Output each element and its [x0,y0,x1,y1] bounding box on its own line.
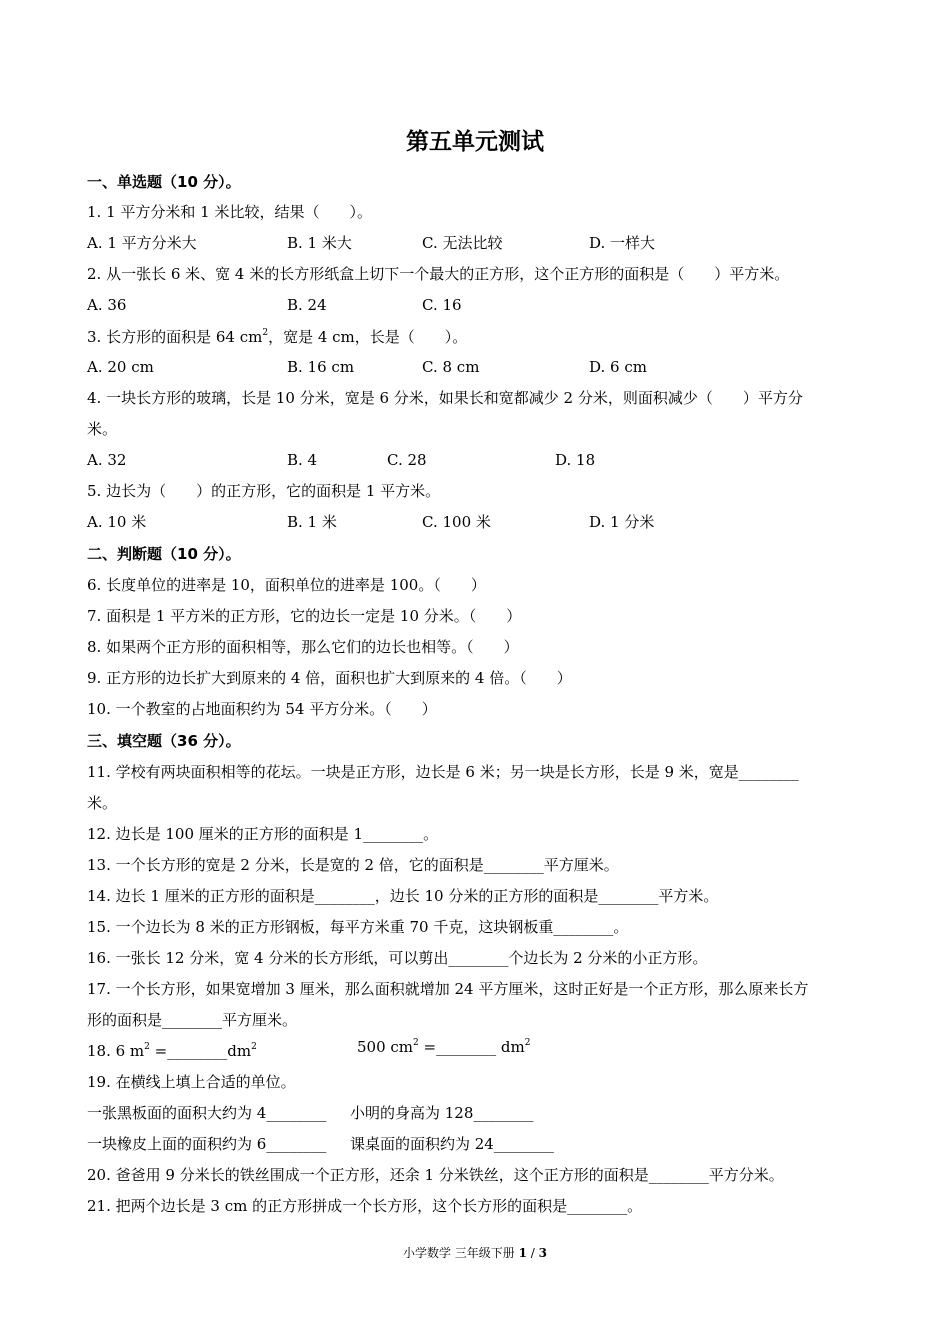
question-3-options [87,357,887,377]
option-b: B. 24 [287,296,327,314]
question-17-line-2: 形的面积是________平方厘米。 [87,1011,298,1029]
option-a: A. 1 平方分米大 [87,234,197,252]
question-21: 21. 把两个边长是 3 cm 的正方形拼成一个长方形，这个长方形的面积是________。 [87,1197,643,1215]
option-c: C. 8 cm [422,358,480,376]
option-a: A. 36 [87,296,127,314]
q18a-blank: =________dm [149,1042,252,1060]
question-6: 6. 长度单位的进率是 10，面积单位的进率是 100。（ ） [87,576,486,594]
option-d: D. 6 cm [589,358,647,376]
footer-page-number: 1 [518,1246,527,1260]
question-18-part-a [87,1041,257,1061]
option-c: C. 无法比较 [422,234,503,252]
option-b: B. 4 [287,451,318,469]
option-d: D. 一样大 [589,234,656,252]
page-footer [0,1245,950,1261]
question-17-line-1: 17. 一个长方形，如果宽增加 3 厘米，那么面积就增加 24 平方厘米，这时正好是一个正方形，那么原来长方 [87,980,809,998]
question-19-row-2 [87,1134,787,1154]
q18a-text: 18. 6 m [87,1042,145,1060]
question-1-options [87,233,887,253]
question-1: 1. 1 平方分米和 1 米比较，结果（ ）。 [87,203,372,221]
superscript: 2 [524,1038,531,1048]
option-c: C. 100 米 [422,513,491,531]
q19-eraser: 一块橡皮上面的面积约为 6________ [87,1135,327,1153]
question-19-row-1 [87,1103,787,1123]
page-title: 第五单元测试 [406,129,544,155]
option-d: D. 18 [555,451,596,469]
question-11-line-2: 米。 [87,794,118,812]
q18b-text: 500 cm [357,1038,414,1056]
question-8: 8. 如果两个正方形的面积相等，那么它们的边长也相等。（ ） [87,638,519,656]
q19-desk: 课桌面的面积约为 24________ [350,1135,554,1153]
question-5: 5. 边长为（ ）的正方形，它的面积是 1 平方米。 [87,482,441,500]
question-3-text: 3. 长方形的面积是 64 cm [87,328,263,346]
question-15: 15. 一个边长为 8 米的正方形钢板，每平方米重 70 千克，这块钢板重________。 [87,918,629,936]
question-13: 13. 一个长方形的宽是 2 分米，长是宽的 2 倍，它的面积是________平方厘米。 [87,856,619,874]
question-4-options [87,450,887,470]
question-2-options [87,295,887,315]
question-4-line-1: 4. 一块长方形的玻璃，长是 10 分米，宽是 6 分米，如果长和宽都减少 2 分米，则面积减少（ ）平方分 [87,389,803,407]
q19-height: 小明的身高为 128________ [350,1104,534,1122]
option-a: A. 20 cm [87,358,154,376]
section-heading-single-choice: 一、单选题（10 分）。 [87,173,241,191]
question-18 [87,1038,787,1061]
question-4-line-2: 米。 [87,420,118,438]
superscript: 2 [262,328,269,338]
footer-separator: / [526,1246,539,1260]
question-9: 9. 正方形的边长扩大到原来的 4 倍，面积也扩大到原来的 4 倍。（ ） [87,669,572,687]
question-19: 19. 在横线上填上合适的单位。 [87,1073,296,1091]
footer-page-total: 3 [538,1246,548,1260]
question-3 [87,327,467,347]
option-a: A. 32 [87,451,127,469]
superscript: 2 [413,1038,419,1048]
footer-subject: 小学数学 三年级下册 [402,1246,519,1260]
option-b: B. 1 米 [287,513,337,531]
option-c: C. 16 [422,296,462,314]
question-3-text-rest: ，宽是 4 cm，长是（ ）。 [268,328,468,346]
superscript: 2 [144,1042,150,1052]
question-14: 14. 边长 1 厘米的正方形的面积是________，边长 10 分米的正方形的面积是________平方米。 [87,887,719,905]
question-5-options [87,512,887,532]
section-heading-fill-in: 三、填空题（36 分）。 [87,732,241,750]
option-a: A. 10 米 [87,513,147,531]
question-16: 16. 一张长 12 分米，宽 4 分米的长方形纸，可以剪出________个边长为 2 分米的小正方形。 [87,949,708,967]
superscript: 2 [251,1042,257,1052]
option-d: D. 1 分米 [589,513,655,531]
question-12: 12. 边长是 100 厘米的正方形的面积是 1________。 [87,825,439,843]
q19-blackboard: 一张黑板面的面积大约为 4________ [87,1104,327,1122]
question-18-part-b [357,1037,530,1057]
question-10: 10. 一个教室的占地面积约为 54 平方分米。（ ） [87,700,437,718]
option-b: B. 1 米大 [287,234,352,252]
question-11-line-1: 11. 学校有两块面积相等的花坛。一块是正方形，边长是 6 米；另一块是长方形，长是 9 米，宽是________ [87,763,799,781]
question-7: 7. 面积是 1 平方米的正方形，它的边长一定是 10 分米。（ ） [87,607,522,625]
question-2: 2. 从一张长 6 米、宽 4 米的长方形纸盒上切下一个最大的正方形，这个正方形的面积是（ ）平方米。 [87,265,790,283]
option-c: C. 28 [387,451,427,469]
section-heading-true-false: 二、判断题（10 分）。 [87,545,241,563]
q18b-blank: =________ dm [418,1038,525,1056]
question-20: 20. 爸爸用 9 分米长的铁丝围成一个正方形，还余 1 分米铁丝，这个正方形的面积是________平方分米。 [87,1166,784,1184]
option-b: B. 16 cm [287,358,355,376]
